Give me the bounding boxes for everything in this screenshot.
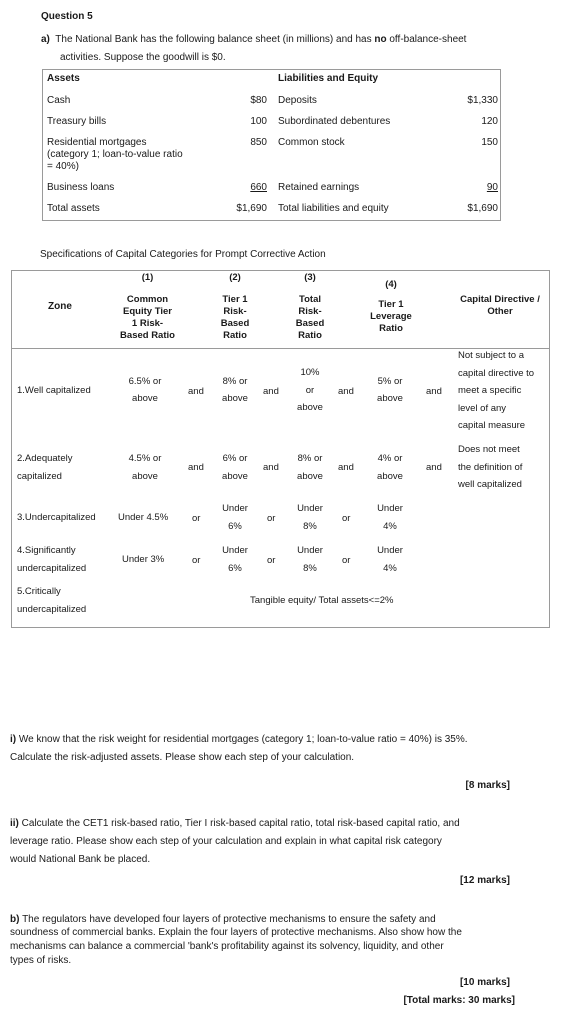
under-c4-line2: 4% — [383, 521, 397, 532]
question-b-line3: mechanisms can balance a commercial 'bank's profitability against its solvency, liquidity, and other — [10, 941, 444, 952]
header-c4-line2: Leverage — [370, 311, 412, 322]
question-b-line4: types of risks. — [10, 955, 72, 966]
liability-value: 90 — [486, 182, 498, 193]
header-c5-line2: Other — [487, 306, 513, 317]
zone-adequately-line2: capitalized — [17, 471, 62, 482]
header-c2-line2: Risk- — [223, 306, 247, 317]
capital-table-caption: Specifications of Capital Categories for Prompt Corrective Action — [40, 249, 326, 260]
adequate-c4-line1: 4% or — [377, 453, 403, 464]
significant-c2-line1: Under — [222, 545, 248, 556]
well-c2-line1: 8% or — [222, 376, 248, 387]
well-directive-line5: capital measure — [458, 420, 526, 431]
under-c3-line2: 8% — [303, 521, 317, 532]
question-ii-line3: would National Bank be placed. — [10, 854, 151, 865]
adequate-join-2: and — [263, 462, 279, 473]
significant-c4-line1: Under — [377, 545, 403, 556]
header-c1-num: (1) — [141, 272, 154, 283]
well-directive-line4: level of any — [458, 403, 507, 414]
question-ii-line1 — [10, 817, 540, 830]
asset-value: $80 — [250, 95, 267, 106]
header-c3-num: (3) — [304, 272, 316, 283]
part-a-label: a) — [41, 34, 50, 45]
header-c2-line1: Tier 1 — [222, 294, 248, 305]
header-c2-num: (2) — [229, 272, 241, 283]
assets-header: Assets — [47, 73, 80, 84]
under-c4-line1: Under — [377, 503, 403, 514]
adequate-directive-line2: the definition of — [458, 462, 523, 473]
header-c1-line1: Common — [126, 294, 169, 305]
well-c3-line1: 10% — [300, 367, 320, 378]
part-a-intro-line2: activities. Suppose the goodwill is $0. — [60, 52, 226, 63]
adequate-c2-line1: 6% or — [222, 453, 248, 464]
question-b-line2: soundness of commercial banks. Explain the four layers of protective mechanisms. Also show how the — [10, 927, 462, 938]
zone-significantly-line1: 4.Significantly — [17, 545, 76, 556]
header-c1-line3: 1 Risk- — [131, 318, 164, 329]
well-join-1: and — [188, 386, 204, 397]
liability-label: Retained earnings — [278, 182, 360, 193]
under-c1: Under 4.5% — [118, 512, 169, 523]
asset-label: Cash — [47, 95, 71, 106]
adequate-join-3: and — [338, 462, 354, 473]
asset-value: 850 — [250, 137, 267, 148]
header-c5-line1: Capital Directive / — [460, 294, 540, 305]
liability-label: Deposits — [278, 95, 317, 106]
asset-label-line3: = 40%) — [47, 161, 79, 172]
adequate-c1-line1: 4.5% or — [128, 453, 162, 464]
zone-undercapitalized: 3.Undercapitalized — [17, 512, 96, 523]
adequate-c1-line2: above — [132, 471, 158, 482]
significant-c4-line2: 4% — [383, 563, 397, 574]
header-c1-line2: Equity Tier — [123, 306, 172, 317]
table-header-divider — [11, 348, 550, 349]
under-c2-line1: Under — [222, 503, 248, 514]
asset-value: 100 — [250, 116, 267, 127]
part-a-text-1: The National Bank has the following balance sheet (in millions) and has — [55, 34, 372, 45]
well-directive-line2: capital directive to — [458, 368, 535, 379]
well-join-4: and — [426, 386, 442, 397]
question-i-marks: [8 marks] — [465, 780, 510, 791]
significant-join-1: or — [192, 555, 201, 566]
zone-adequately-line1: 2.Adequately — [17, 453, 73, 464]
header-zone: Zone — [48, 301, 72, 312]
well-c2-line2: above — [222, 393, 248, 404]
critical-tangible-equity-note: Tangible equity/ Total assets<=2% — [250, 595, 394, 606]
asset-label: Treasury bills — [47, 116, 107, 127]
asset-label: Residential mortgages — [47, 137, 147, 148]
well-directive-line1: Not subject to a — [458, 350, 525, 361]
well-c1-line1: 6.5% or — [128, 376, 162, 387]
header-c3-line3: Based — [295, 318, 325, 329]
total-marks: [Total marks: 30 marks] — [403, 995, 515, 1006]
adequate-join-1: and — [188, 462, 204, 473]
question-ii-label: ii) — [10, 818, 19, 829]
question-ii-line2: leverage ratio. Please show each step of your calculation and explain in what capital risk category — [10, 836, 442, 847]
asset-value: 660 — [250, 182, 267, 193]
well-c3-line3: above — [297, 402, 323, 413]
part-a-text-2: off-balance-sheet — [389, 34, 467, 45]
question-i-line1 — [10, 733, 540, 746]
part-a-intro — [41, 33, 511, 46]
header-c4-line3: Ratio — [379, 323, 403, 334]
under-join-3: or — [342, 513, 351, 524]
liability-label: Common stock — [278, 137, 345, 148]
significant-c3-line2: 8% — [303, 563, 317, 574]
zone-critically-line2: undercapitalized — [17, 604, 87, 615]
question-title: Question 5 — [41, 11, 93, 22]
question-b-text-1: The regulators have developed four layers of protective mechanisms to ensure the safety and — [22, 914, 436, 925]
question-ii-marks: [12 marks] — [459, 875, 510, 886]
liability-label: Total liabilities and equity — [278, 203, 389, 214]
well-c1-line2: above — [132, 393, 158, 404]
question-ii-text-1: Calculate the CET1 risk-based ratio, Tier I risk-based capital ratio, total risk-based capital ratio, and — [21, 818, 460, 829]
significant-join-2: or — [267, 555, 276, 566]
well-join-3: and — [338, 386, 354, 397]
asset-label: Total assets — [47, 203, 100, 214]
liability-value: $1,690 — [467, 203, 498, 214]
question-i-label: i) — [10, 734, 17, 745]
under-join-2: or — [267, 513, 276, 524]
header-c3-line2: Risk- — [298, 306, 322, 317]
asset-label: Business loans — [47, 182, 115, 193]
well-c3-line2: or — [305, 385, 315, 396]
liability-value: 150 — [481, 137, 498, 148]
header-c3-line4: Ratio — [298, 330, 322, 341]
well-join-2: and — [263, 386, 279, 397]
under-c2-line2: 6% — [228, 521, 242, 532]
adequate-c3-line1: 8% or — [297, 453, 323, 464]
well-c4-line2: above — [377, 393, 403, 404]
zone-critically-line1: 5.Critically — [17, 586, 61, 597]
significant-c3-line1: Under — [297, 545, 323, 556]
significant-c1: Under 3% — [122, 554, 165, 565]
question-b-label: b) — [10, 914, 20, 925]
liability-value: 120 — [481, 116, 498, 127]
liability-value: $1,330 — [467, 95, 498, 106]
well-c4-line1: 5% or — [377, 376, 403, 387]
question-b-line1 — [10, 913, 540, 926]
adequate-c4-line2: above — [377, 471, 403, 482]
liability-label: Subordinated debentures — [278, 116, 391, 127]
question-b-marks: [10 marks] — [459, 977, 510, 988]
header-c3-line1: Total — [299, 294, 321, 305]
question-i-text-1: We know that the risk weight for residential mortgages (category 1; loan-to-value ratio = 40%) is 35%. — [18, 734, 468, 745]
significant-c2-line2: 6% — [228, 563, 242, 574]
asset-label-line2: (category 1; loan-to-value ratio — [47, 149, 183, 160]
zone-well-capitalized: 1.Well capitalized — [17, 385, 91, 396]
under-c3-line1: Under — [297, 503, 323, 514]
header-c2-line3: Based — [220, 318, 250, 329]
zone-significantly-line2: undercapitalized — [17, 563, 87, 574]
part-a-bold-word: no — [374, 34, 387, 45]
asset-value: $1,690 — [236, 203, 267, 214]
question-i-line2: Calculate the risk-adjusted assets. Please show each step of your calculation. — [10, 752, 355, 763]
adequate-directive-line3: well capitalized — [458, 479, 522, 490]
under-join-1: or — [192, 513, 201, 524]
adequate-c2-line2: above — [222, 471, 248, 482]
header-c4-line1: Tier 1 — [378, 299, 404, 310]
adequate-directive-line1: Does not meet — [458, 444, 520, 455]
header-c1-line4: Based Ratio — [120, 330, 175, 341]
header-c4-num: (4) — [385, 279, 397, 290]
significant-join-3: or — [342, 555, 351, 566]
header-c2-line4: Ratio — [223, 330, 247, 341]
liabilities-header: Liabilities and Equity — [278, 73, 379, 84]
well-directive-line3: meet a specific — [458, 385, 522, 396]
adequate-c3-line2: above — [297, 471, 323, 482]
adequate-join-4: and — [426, 462, 442, 473]
